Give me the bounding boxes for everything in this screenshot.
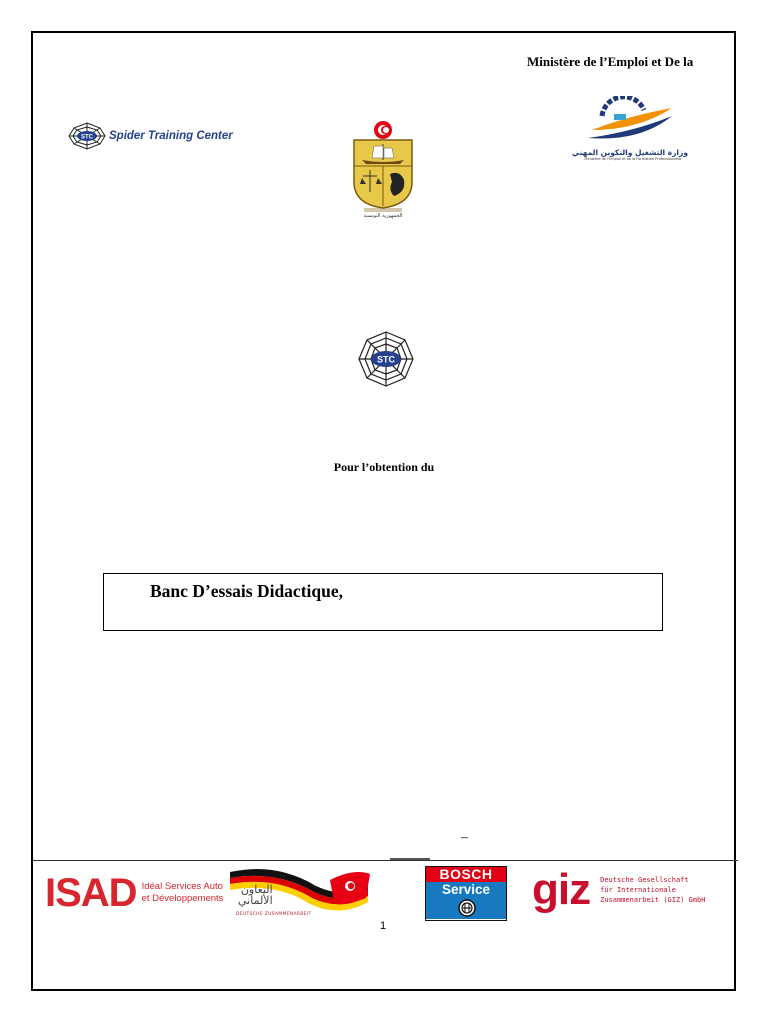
ministry-logo-arabic: وزارة التشغيل والتكوين المهني [572, 148, 688, 157]
document-title: Banc D’essais Didactique, [150, 581, 343, 601]
isad-tagline-line1: Idéal Services Auto [141, 881, 223, 892]
coop-arabic-line1: التعاون [240, 883, 273, 896]
bosch-service-text: Service [441, 882, 491, 897]
bosch-armature-icon [457, 898, 477, 918]
tunisia-caption: الجمهورية التونسية [363, 213, 403, 219]
tunisia-coat-of-arms [342, 120, 420, 225]
title-box [103, 573, 663, 631]
stc-abbrev-center: STC [377, 354, 395, 365]
ministry-emblem-icon [578, 96, 688, 142]
giz-wordmark: giz [532, 865, 591, 914]
bosch-wordmark: BOSCH [426, 867, 506, 882]
giz-line1: Deutsche Gesellschaft [600, 876, 689, 884]
coop-arabic-line2: الألماني [238, 894, 273, 907]
ministry-logo [572, 96, 688, 161]
stc-abbrev-small: STC [81, 134, 93, 141]
isad-tagline-line2: et Développements [141, 893, 224, 904]
stc-center-logo [357, 330, 415, 393]
coop-german-text: DEUTSCHE ZUSAMMENARBEIT [236, 912, 312, 917]
isad-logo [45, 873, 223, 913]
stc-logo [67, 122, 233, 150]
obtention-text: Pour l’obtention du [333, 460, 435, 474]
isad-tagline [142, 881, 224, 905]
ministry-header: Ministère de l’Emploi et De la [527, 54, 694, 69]
coat-of-arms-icon [342, 120, 420, 220]
giz-line2: für Internationale [600, 886, 676, 894]
page-number: 1 [380, 920, 387, 932]
giz-tagline [600, 875, 705, 905]
bosch-service-logo [425, 866, 507, 921]
bosch-service-panel [426, 882, 506, 919]
spider-web-icon [67, 122, 107, 150]
isad-wordmark: ISAD [45, 871, 137, 915]
spider-web-icon [357, 330, 415, 388]
giz-line3: Zusammenarbeit (GIZ) GmbH [600, 896, 706, 904]
ministry-logo-french: Ministère de l'Emploi et de la Formation Professionnelle [584, 157, 682, 161]
giz-logo [532, 865, 706, 914]
stc-brand-text: Spider Training Center [109, 130, 233, 142]
footer-divider-accent [390, 858, 430, 860]
coop-arabic [238, 884, 273, 906]
footer-divider [33, 860, 738, 861]
german-cooperation-logo [226, 864, 371, 924]
dash-mark: – [461, 830, 468, 845]
